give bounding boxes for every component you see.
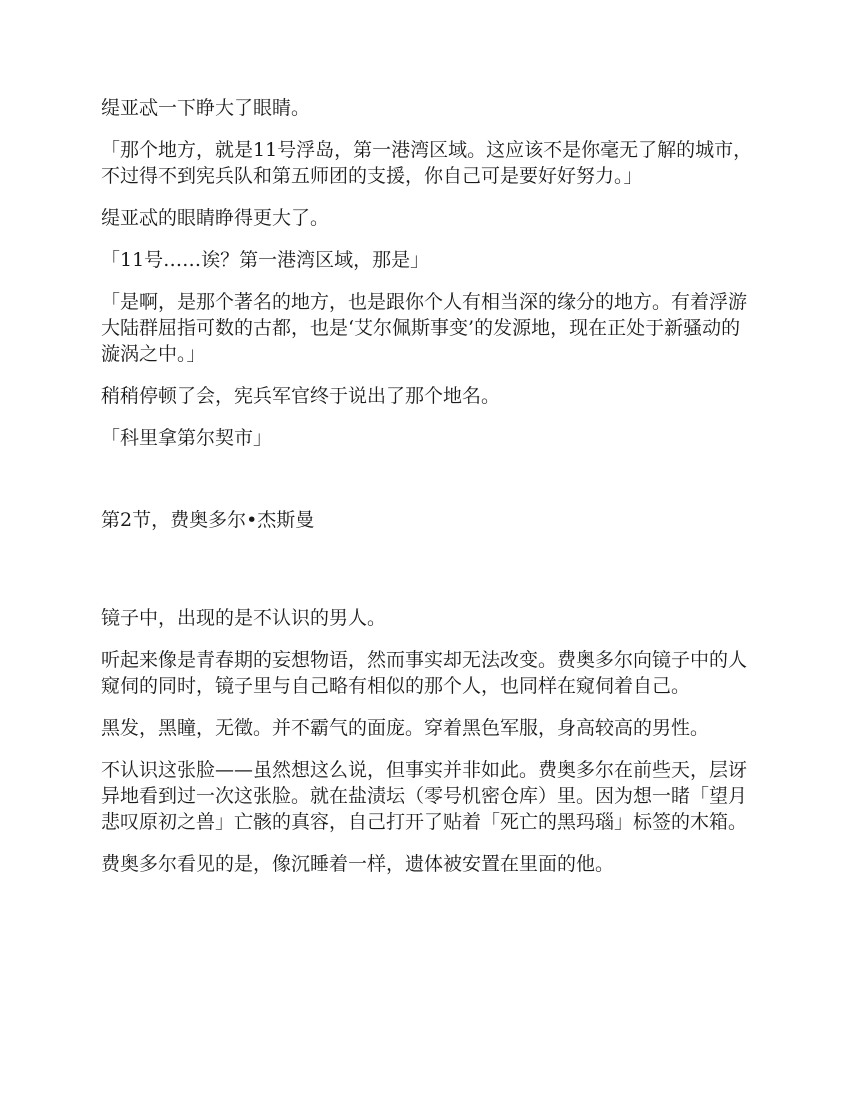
paragraph: 「是啊，是那个著名的地方，也是跟你个人有相当深的缘分的地方。有着浮游大陆群屈指可数的古都，也是‘艾尔佩斯事变’的发源地，现在正处于新骚动的漩涡之中。」 [101,291,748,365]
paragraph: 黑发，黑瞳，无徵。并不霸气的面庞。穿着黑色军服，身高较高的男性。 [101,717,710,739]
paragraph: 「科里拿第尔契市」 [101,427,273,449]
paragraph: 不认识这张脸——虽然想这么说，但事实并非如此。费奥多尔在前些天，层讶异地看到过一次这张脸。就在盐渍坛（零号机密仓库）里。因为想一睹「望月悲叹原初之兽」亡骸的真容，自己打开了贴着「死亡的黑玛瑙」标签的木箱。 [101,759,748,833]
paragraph: 缇亚忒的眼睛睁得更大了。 [101,207,330,229]
paragraph: 「那个地方，就是11号浮岛，第一港湾区域。这应该不是你毫无了解的城市，不过得不到宪兵队和第五师团的支援，你自己可是要好好努力。」 [101,139,753,187]
paragraph: 缇亚忒一下睁大了眼睛。 [101,97,311,119]
paragraph: 听起来像是青春期的妄想物语，然而事实却无法改变。费奥多尔向镜子中的人窥伺的同时，镜子里与自己略有相似的那个人，也同样在窥伺着自己。 [101,649,748,697]
section-title: 第2节，费奥多尔•杰斯曼 [101,509,315,531]
paragraph: 「11号……诶？第一港湾区域，那是」 [101,249,430,271]
paragraph: 镜子中，出现的是不认识的男人。 [101,607,387,629]
paragraph: 费奥多尔看见的是，像沉睡着一样，遗体被安置在里面的他。 [101,853,615,875]
paragraph: 稍稍停顿了会，宪兵军官终于说出了那个地名。 [101,385,501,407]
document-page [101,95,756,893]
